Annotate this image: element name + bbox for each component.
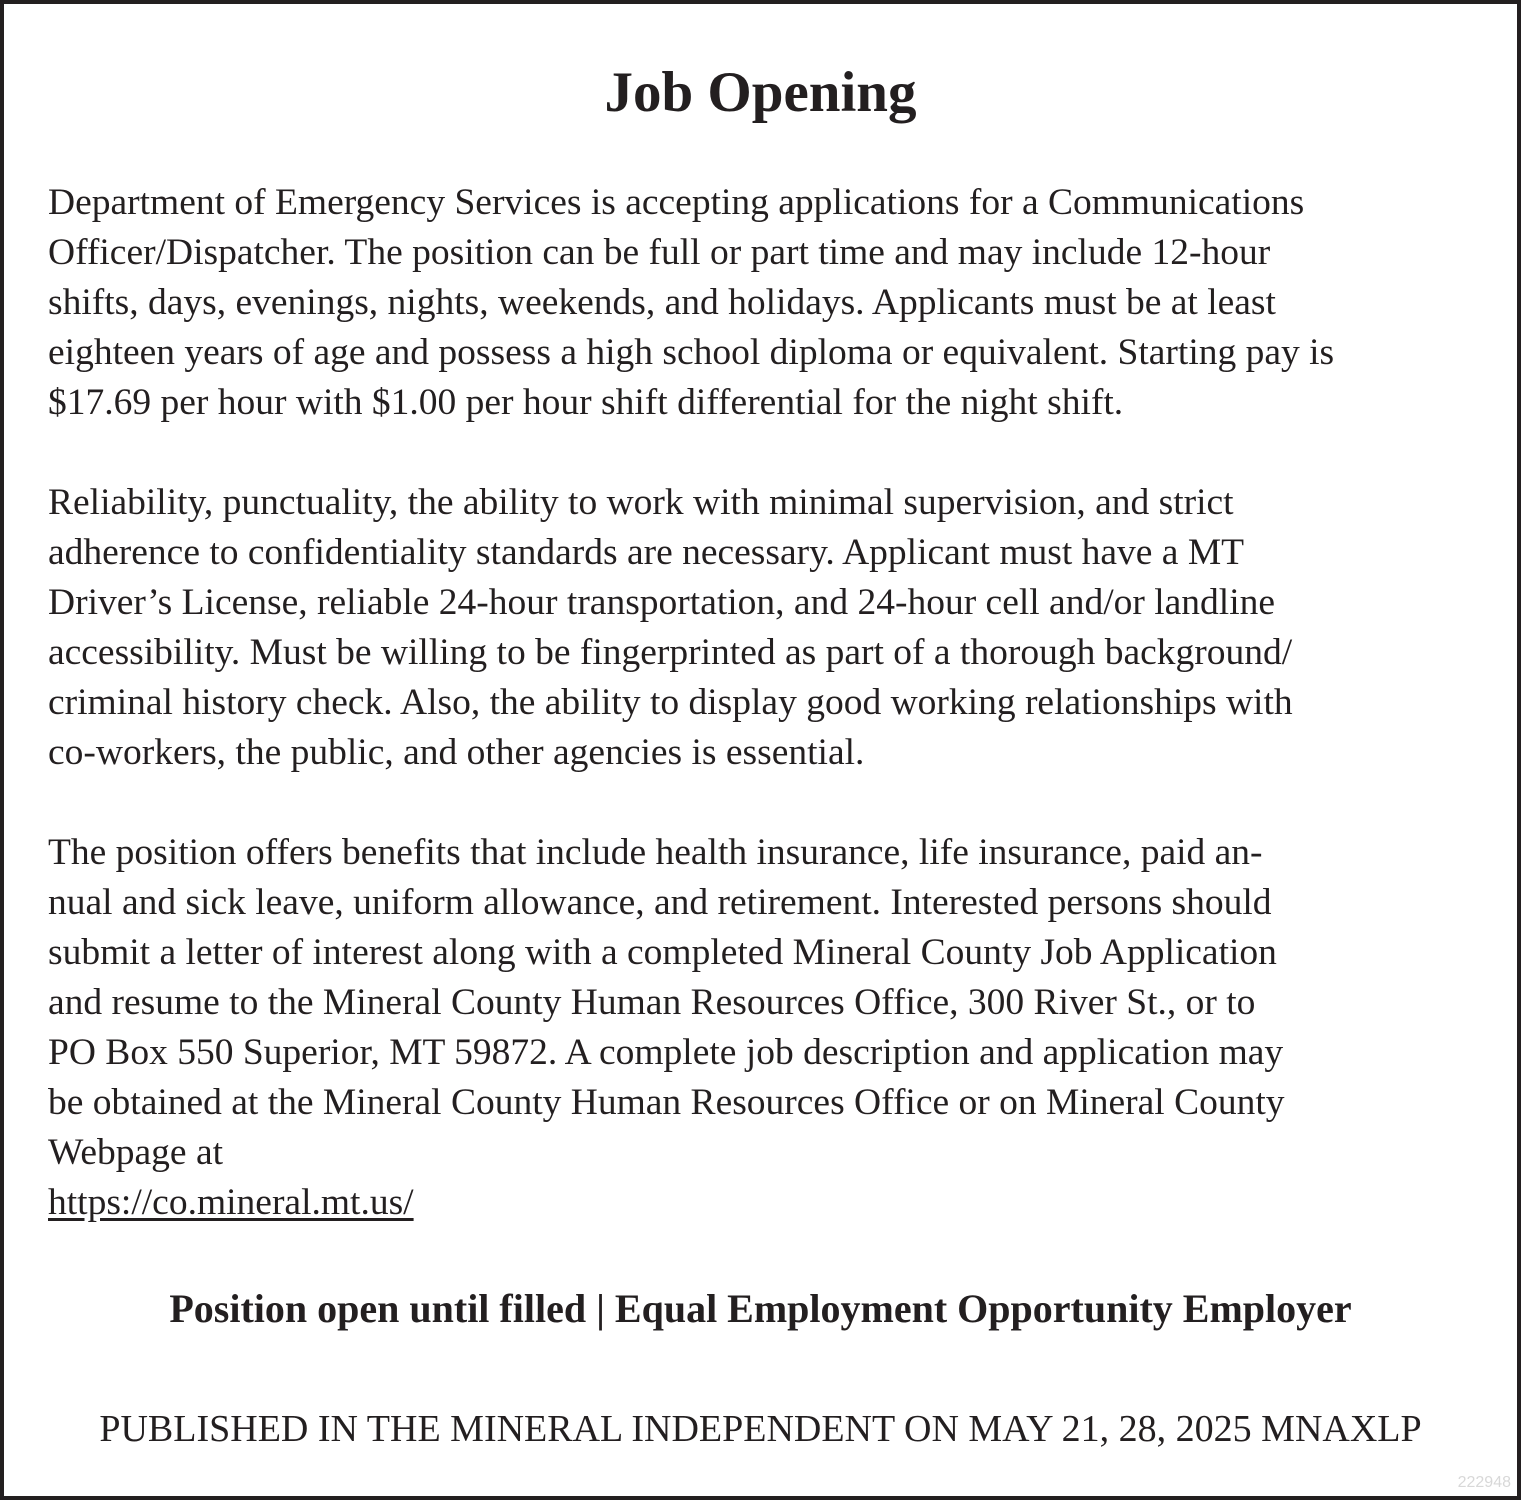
text-line: The position offers benefits that include health insurance, life insurance, paid an- [48, 832, 1263, 873]
text-line: eighteen years of age and possess a high school diploma or equivalent. Starting pay is [48, 332, 1335, 373]
text-line: criminal history check. Also, the ability to display good working relationships with [48, 682, 1293, 723]
text-line: Driver’s License, reliable 24-hour transportation, and 24-hour cell and/or landline [48, 582, 1276, 623]
text-line: submit a letter of interest along with a completed Mineral County Job Application [48, 932, 1277, 973]
paragraph-position-description [48, 178, 1478, 428]
county-website-link[interactable]: https://co.mineral.mt.us/ [48, 1182, 414, 1223]
text-line: co-workers, the public, and other agencies is essential. [48, 732, 865, 773]
text-line: accessibility. Must be willing to be fingerprinted as part of a thorough background/ [48, 632, 1293, 673]
ad-number: 222948 [1457, 1474, 1511, 1491]
text-line: Department of Emergency Services is accepting applications for a Communications [48, 182, 1305, 223]
text-line: $17.69 per hour with $1.00 per hour shift differential for the night shift. [48, 382, 1124, 423]
text-line: and resume to the Mineral County Human Resources Office, 300 River St., or to [48, 982, 1256, 1023]
text-line: be obtained at the Mineral County Human Resources Office or on Mineral County [48, 1082, 1285, 1123]
text-line: shifts, days, evenings, nights, weekends, and holidays. Applicants must be at least [48, 282, 1276, 323]
status-and-eeo-line: Position open until filled | Equal Employment Opportunity Employer [169, 1286, 1352, 1331]
text-line: Webpage at [48, 1132, 224, 1173]
publication-line: PUBLISHED IN THE MINERAL INDEPENDENT ON MAY 21, 28, 2025 MNAXLP [99, 1408, 1422, 1450]
text-line: PO Box 550 Superior, MT 59872. A complete job description and application may [48, 1032, 1284, 1073]
paragraph-requirements [48, 478, 1478, 778]
paragraph-benefits-and-application [48, 828, 1478, 1228]
text-line: Officer/Dispatcher. The position can be full or part time and may include 12-hour [48, 232, 1271, 273]
county-website-link-line [48, 1178, 1478, 1228]
text-line: adherence to confidentiality standards are necessary. Applicant must have a MT [48, 532, 1245, 573]
text-line: nual and sick leave, uniform allowance, and retirement. Interested persons should [48, 882, 1272, 923]
notice-title: Job Opening [604, 61, 917, 124]
text-line: Reliability, punctuality, the ability to work with minimal supervision, and strict [48, 482, 1234, 523]
